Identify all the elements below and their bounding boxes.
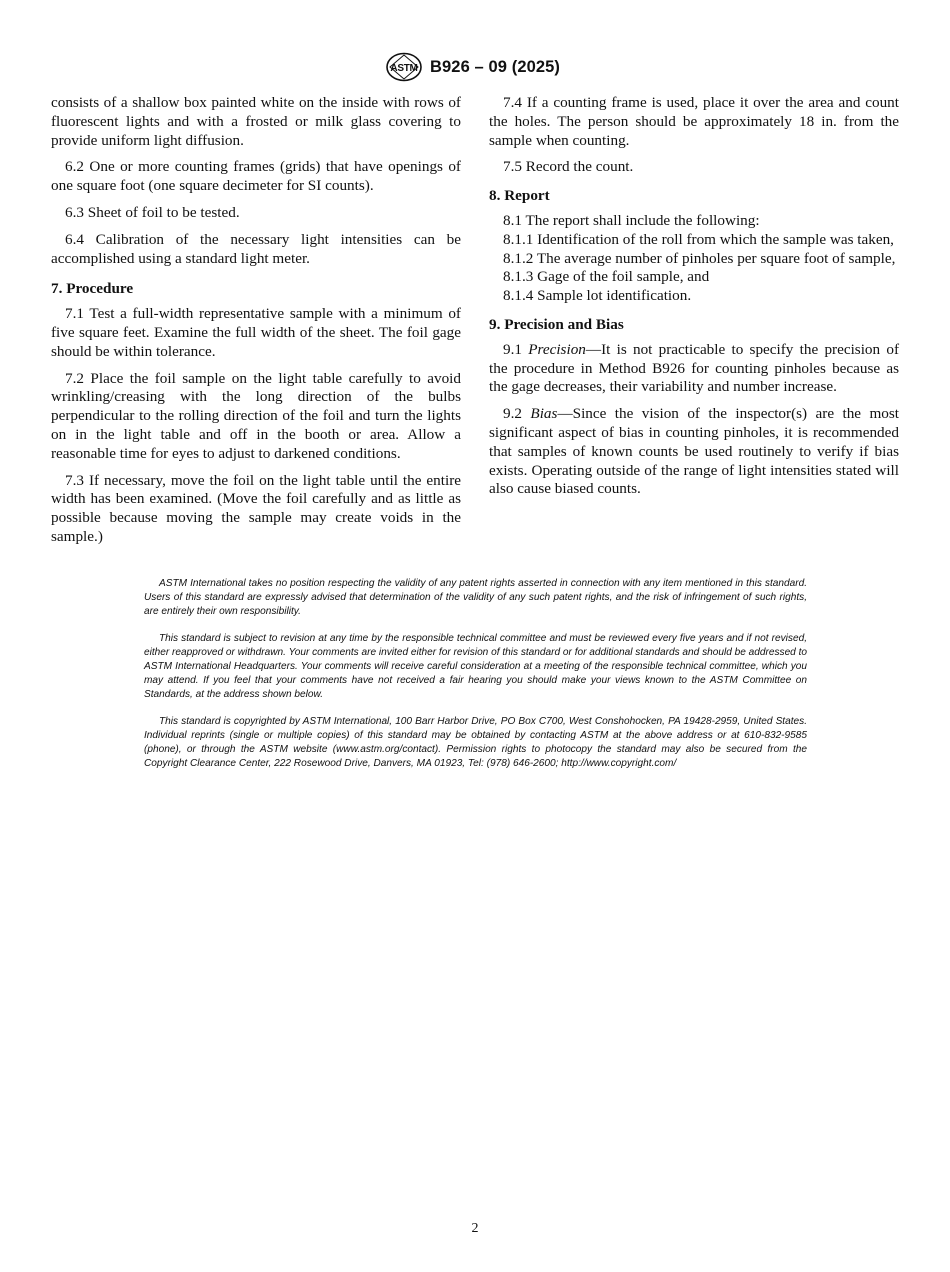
paragraph-8-1-4: 8.1.4 Sample lot identification. [503, 287, 692, 305]
paragraph-9-2 [489, 405, 899, 499]
paragraph-9-1 [489, 341, 899, 397]
paragraph-7-2: 7.2 Place the foil sample on the light table carefully to avoid wrinkling/creasing with the long direction of the bulbs perpendicular to the rolling direction of the foil and turn the lights on in the light table and off in the booth or area. Allow a reasonable time for eyes to adjust to darkened conditions. [51, 369, 461, 462]
copyright-notice: This standard is copyrighted by ASTM International, 100 Barr Harbor Drive, PO Box C700, West Conshohocken, PA 19428-2959, United States. Individual reprints (single or multiple copies) of this standard may be obtained by contacting ASTM at the above address or at 610-832-9585 (phone), or through the ASTM website (www.astm.org/contact). Permission rights to photocopy the standard may also be secured from the Copyright Clearance Center, 222 Rosewood Drive, Danvers, MA 01923, Tel: (978) 646-2600; http://www.copyright.com/ [144, 716, 807, 769]
astm-logo-icon [385, 52, 423, 82]
paragraph-9-2-text: —Since the vision of the inspector(s) are the most significant aspect of bias in counting pinholes, it is recommended that samples of known counts be used routinely to verify if bias exists. Operating outside of the range of light intensities stated will also cause biased counts. [489, 405, 900, 498]
patent-notice: ASTM International takes no position respecting the validity of any patent rights asserted in connection with any item mentioned in this standard. Users of this standard are expressly advised that determination of the validity of any such patent rights, and the risk of infringement of such rights, are entirely their own responsibility. [144, 578, 807, 617]
revision-notice: This standard is subject to revision at any time by the responsible technical committee and must be reviewed every five years and if not revised, either reapproved or withdrawn. Your comments are invited either for revision of this standard or for additional standards and should be addressed to ASTM International Headquarters. Your comments will receive careful consideration at a meeting of the responsible technical committee, which you may attend. If you feel that your comments have not received a fair hearing you should make your views known to the ASTM Committee on Standards, at the address shown below. [144, 633, 808, 700]
section-8-heading: 8. Report [489, 187, 550, 205]
paragraph-8-1-2: 8.1.2 The average number of pinholes per square foot of sample, [503, 249, 896, 267]
section-9-heading: 9. Precision and Bias [489, 315, 624, 333]
paragraph-6-2: 6.2 One or more counting frames (grids) that have openings of one square foot (one square decimeter for SI counts). [51, 158, 461, 195]
paragraph-7-1: 7.1 Test a full-width representative sample with a minimum of five square feet. Examine the full width of the sheet. The foil gage should be within tolerance. [51, 305, 461, 360]
precision-term: Precision [528, 340, 586, 358]
paragraph-6-3: 6.3 Sheet of foil to be tested. [65, 203, 240, 221]
svg-text:ASTM: ASTM [390, 63, 418, 74]
paragraph-7-4: 7.4 If a counting frame is used, place it over the area and count the holes. The person should be approximately 18 in. from the sample when counting. [489, 94, 899, 149]
right-column [489, 94, 899, 507]
left-column [51, 94, 461, 555]
bias-term: Bias [530, 405, 558, 423]
page-number: 2 [471, 1221, 479, 1236]
paragraph-7-5: 7.5 Record the count. [503, 158, 634, 176]
section-7-heading: 7. Procedure [51, 280, 134, 298]
standard-designation: B926 – 09 (2025) [430, 58, 561, 76]
paragraph-6-4: 6.4 Calibration of the necessary light intensities can be accomplished using a standard light meter. [51, 230, 461, 267]
paragraph-8-1-1: 8.1.1 Identification of the roll from which the sample was taken, [503, 230, 894, 248]
page-header [0, 52, 950, 86]
legal-notices [144, 577, 807, 785]
paragraph-8-1: 8.1 The report shall include the following: [503, 211, 760, 229]
paragraph-8-1-3: 8.1.3 Gage of the foil sample, and [503, 268, 710, 286]
paragraph-9-1-text: —It is not practicable to specify the precision of the procedure in Method B926 for counting pinholes because as the gage decreases, their variability and number increase. [489, 340, 900, 396]
paragraph-9-1-number: 9.1 [503, 340, 529, 358]
paragraph-7-3: 7.3 If necessary, move the foil on the light table until the entire width has been examined. (Move the foil carefully and as little as possible because moving the sample may create voids in the sample.) [51, 471, 461, 545]
paragraph-6-1-continued: consists of a shallow box painted white on the inside with rows of fluorescent lights and with a frosted or milk glass covering to provide uniform light diffusion. [51, 94, 461, 149]
paragraph-9-2-number: 9.2 [503, 405, 531, 423]
